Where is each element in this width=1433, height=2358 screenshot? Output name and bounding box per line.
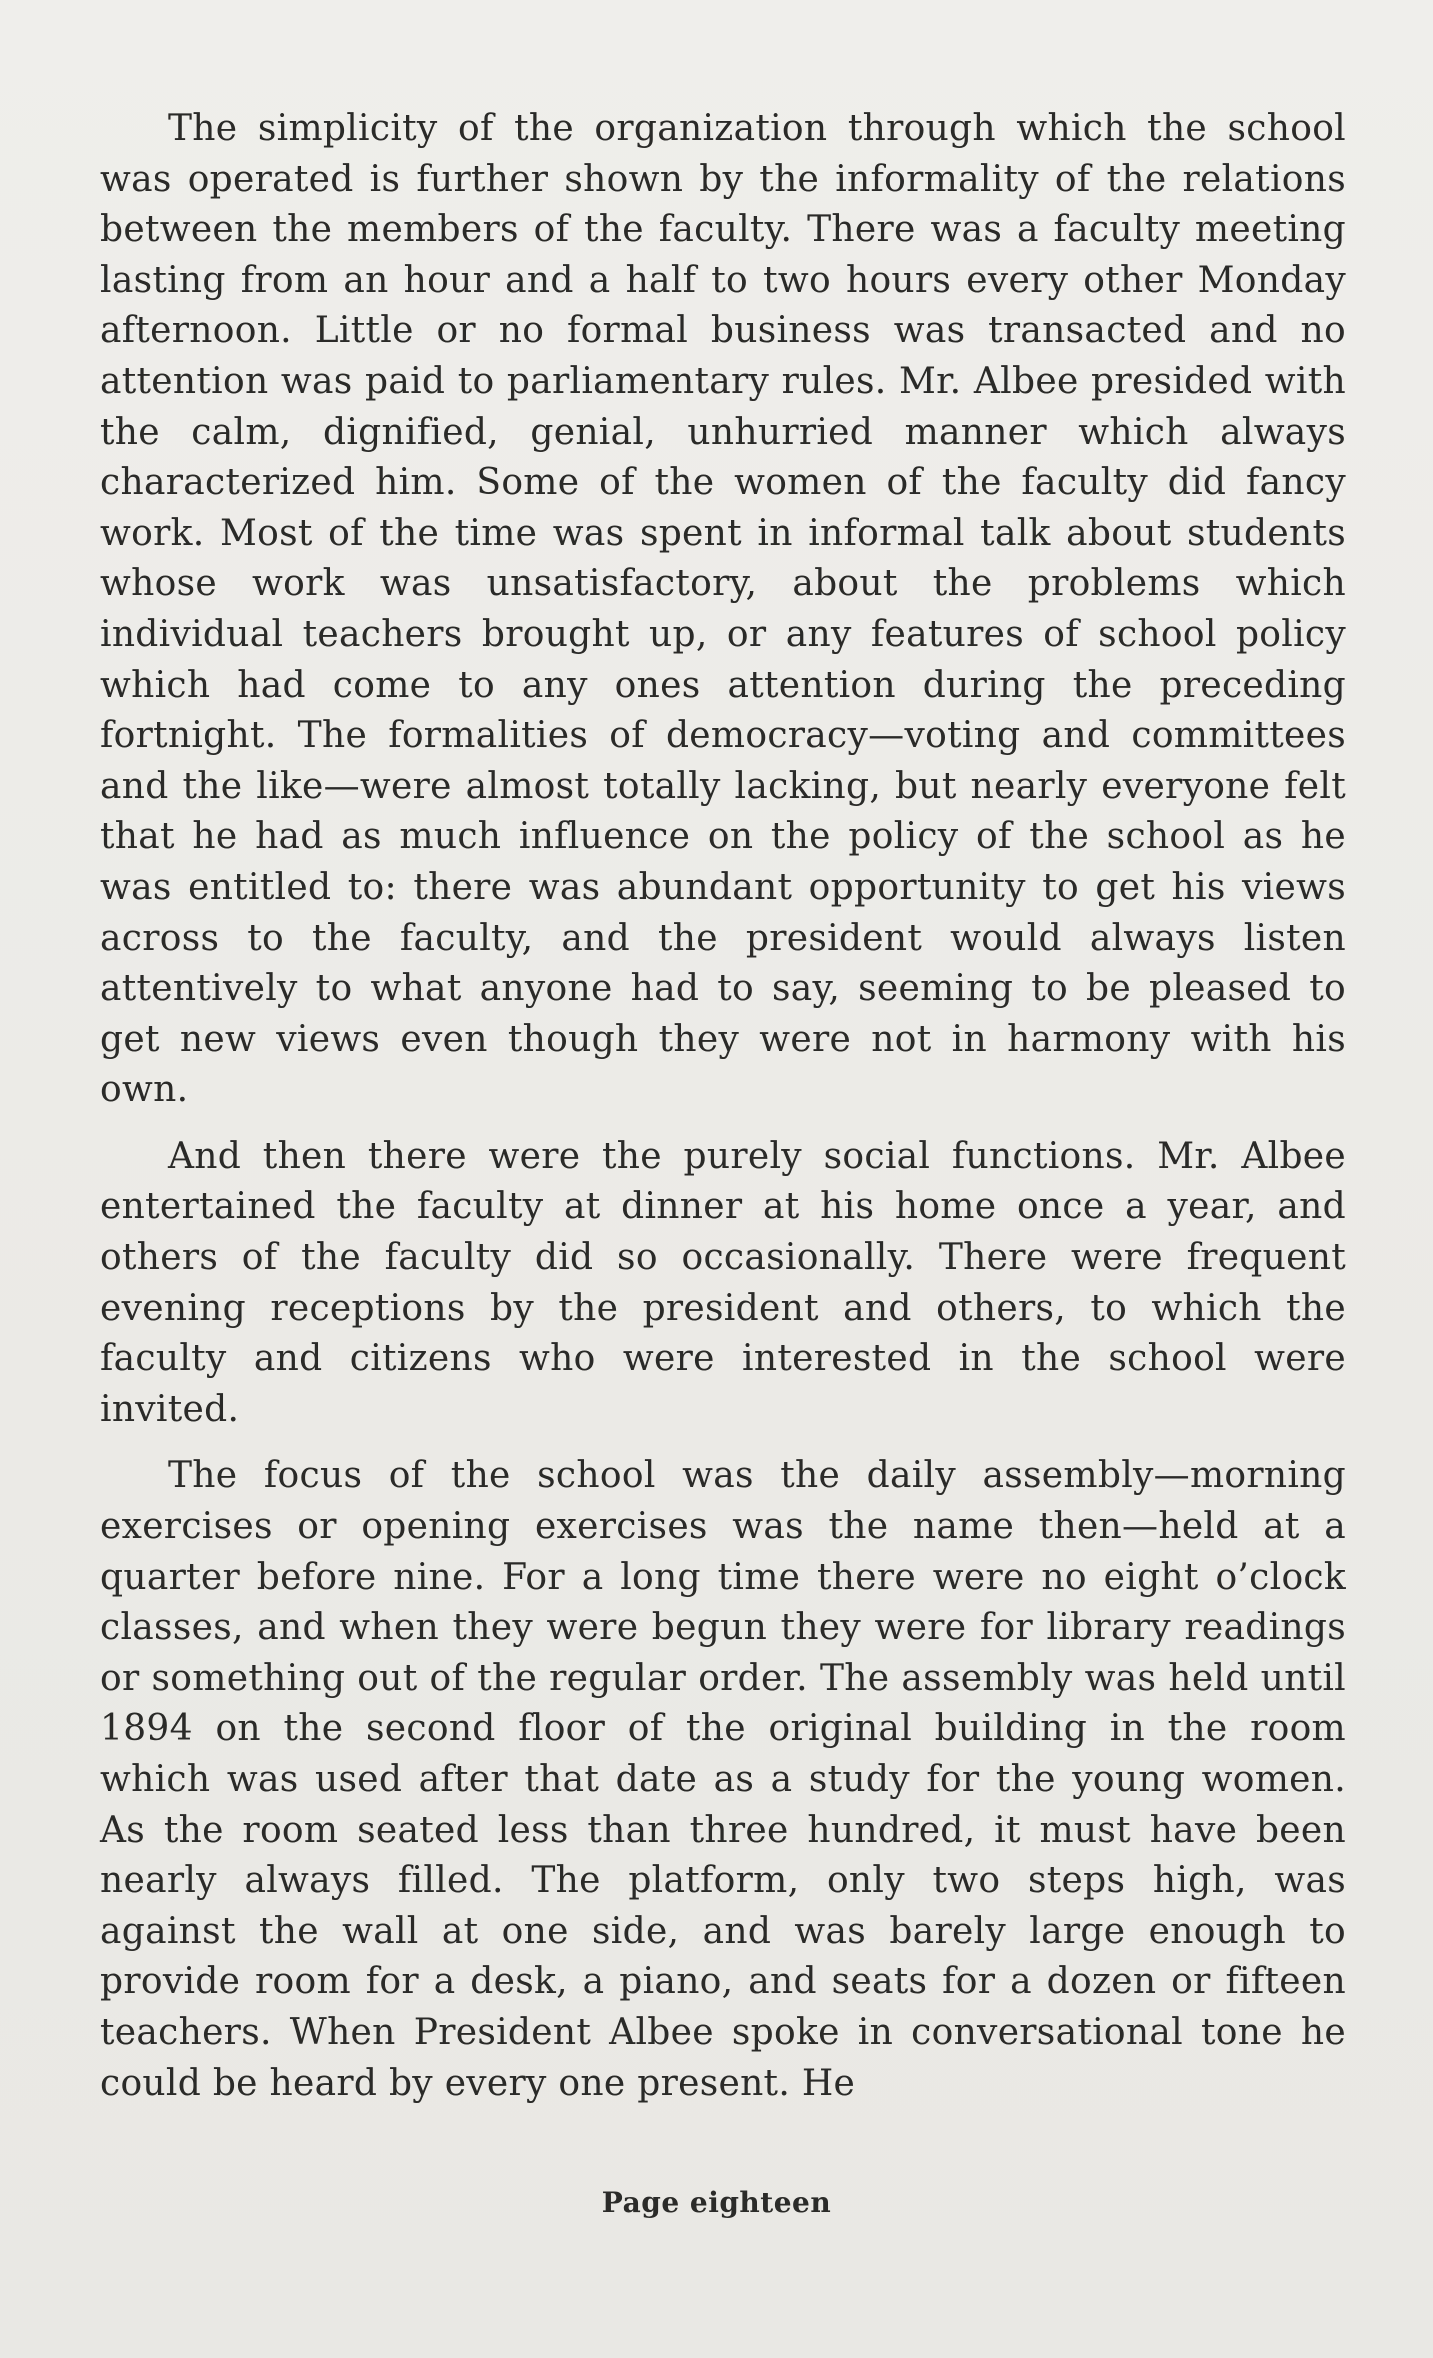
paragraph-social-functions: And then there were the purely social functions. Mr. Albee entertained the faculty at dinner at his home once a year, and others of the faculty did so occasionally. There were frequent evening receptions by the president and others, to which the faculty and citizens who were interested in the school were invited. [100,1135,1346,1430]
paragraph-faculty-meetings: The simplicity of the organization through which the school was operated is further shown by the informality of the relations between the members of the faculty. There was a faculty meeting lasting from an hour and a half to two hours every other Monday afternoon. Little or no formal business was transacted and no attention was paid to parliamentary rules. Mr. Albee presided with the calm, dignified, genial, unhurried manner which always characterized him. Some of the women of the faculty did fancy work. Most of the time was spent in informal talk about students whose work was unsatisfactory, about the problems which individual teachers brought up, or any features of school policy which had come to any ones attention during the preceding fortnight. The formalities of democracy—voting and committees and the like—were almost totally lacking, but nearly everyone felt that he had as much influence on the policy of the school as he was entitled to: there was abundant opportunity to get his views across to the faculty, and the president would always listen attentively to what anyone had to say, seeming to be pleased to get new views even though they were not in harmony with his own. [100,108,1346,1111]
paragraph-daily-assembly: The focus of the school was the daily assembly—morning exercises or opening exercises was the name then—held at a quarter before nine. For a long time there were no eight o’clock classes, and when they were begun they were for library readings or something out of the regular order. The assembly was held until 1894 on the second floor of the original building in the room which was used after that date as a study for the young women. As the room seated less than three hundred, it must have been nearly always filled. The platform, only two steps high, was against the wall at one side, and was barely large enough to provide room for a desk, a piano, and seats for a dozen or fifteen teachers. When President Albee spoke in conversational tone he could be heard by every one present. He [100,1455,1346,2104]
page-number: Page eighteen [601,2186,832,2219]
body-text [100,104,1346,2109]
